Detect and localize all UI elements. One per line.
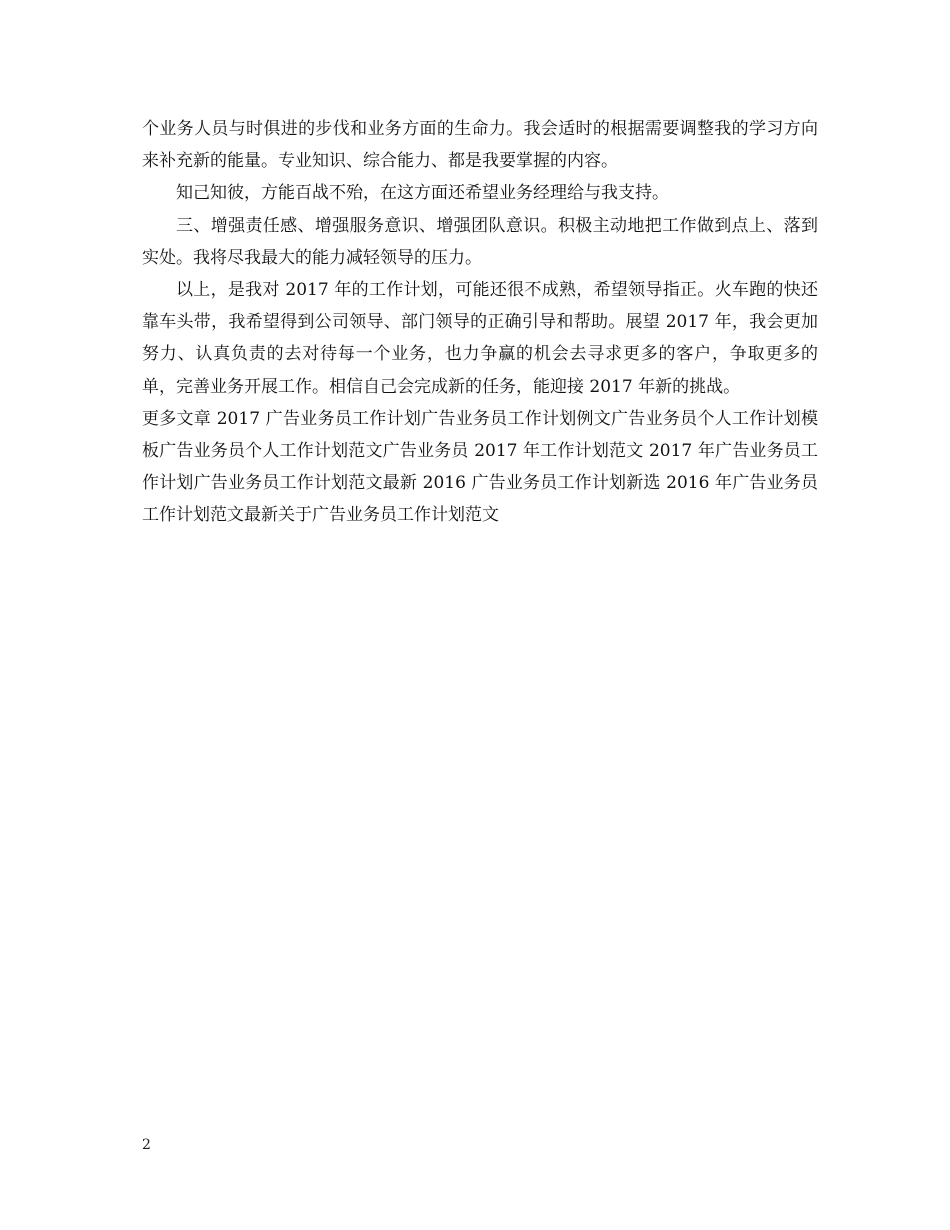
- paragraph-know-yourself: 知己知彼，方能百战不殆，在这方面还希望业务经理给与我支持。: [176, 183, 669, 204]
- paragraph-more-articles: 更多文章 2017 广告业务员工作计划广告业务员工作计划例文广告业务员个人工作计划模板广告业务员个人工作计划范文广告业务员 2017 年工作计划范文 2017 年广告业务员工作计划广告业务员工作计划范文最新 2016 广告业务员工作计划新选 2016 年广告业务员工作计划范文最新关于广告业务员工作计划范文: [142, 408, 818, 526]
- document-body: [142, 113, 818, 532]
- page-number: 2: [142, 1137, 151, 1153]
- paragraph-conclusion: 以上，是我对 2017 年的工作计划，可能还很不成熟，希望领导指正。火车跑的快还靠车头带，我希望得到公司领导、部门领导的正确引导和帮助。展望 2017 年，我会更加努力、认真负责的去对待每一个业务，也力争赢的机会去寻求更多的客户，争取更多的单，完善业务开展工作。相信自己会完成新的任务，能迎接 2017 年新的挑战。: [142, 280, 818, 397]
- paragraph-learning-direction: 个业务人员与时俱进的步伐和业务方面的生命力。我会适时的根据需要调整我的学习方向来补充新的能量。专业知识、综合能力、都是我要掌握的内容。: [142, 119, 818, 172]
- paragraph-responsibility: 三、增强责任感、增强服务意识、增强团队意识。积极主动地把工作做到点上、落到实处。我将尽我最大的能力减轻领导的压力。: [142, 215, 818, 268]
